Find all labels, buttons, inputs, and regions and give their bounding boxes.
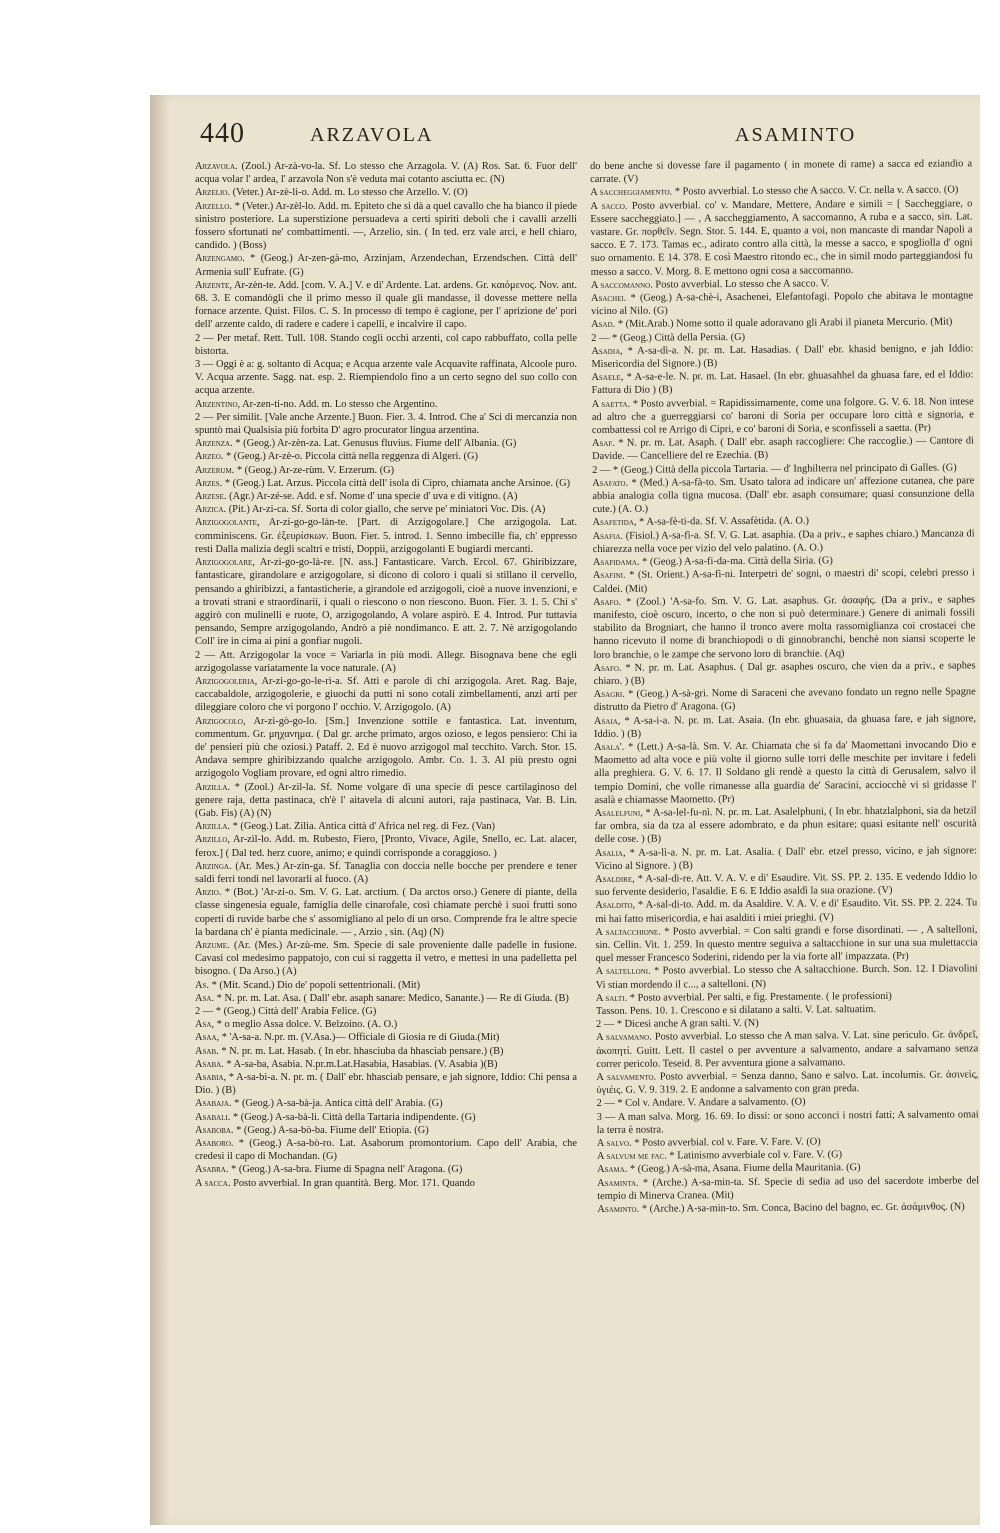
entry-text: * Posto avverbial. col v. Fare. V. Fare. V. (O) bbox=[634, 1136, 821, 1149]
entry-text: 2 — Per similit. [Vale anche Arzente.] Buon. Fier. 3. 4. Introd. Che a' Sci di mercanzia non spuntò mai Qualsisia più forbita D' agro procurator lingua arzentina. bbox=[195, 411, 577, 437]
dictionary-entry bbox=[195, 886, 577, 939]
entry-headword: Arzelio. bbox=[195, 187, 230, 199]
dictionary-entry bbox=[591, 316, 973, 332]
dictionary-entry bbox=[195, 1163, 577, 1176]
entry-text: * (Geog.) A-sa-bò-ro. Lat. Asaborum promontorium. Capo dell' Arabia, che credesi il capo di Mochandan. (G) bbox=[195, 1138, 577, 1163]
entry-text: Ar-zen-ti-no. Add. m. Lo stesso che Argentino. bbox=[242, 398, 438, 410]
entry-headword: Asaf. bbox=[591, 438, 615, 450]
entry-headword: Asafia. bbox=[592, 530, 624, 542]
entry-text: Posto avverbial. In gran quantità. Berg. Mor. 171. Quando bbox=[233, 1177, 476, 1189]
dictionary-entry bbox=[195, 675, 577, 715]
entry-text: * (Veter.) Ar-zèl-lo. Add. m. Epiteto che si dà a quel cavallo che ha bianco il piede sinistro posteriore. La superstizione persuadeva a certi spiriti deboli che i cavalli arzelli fossero sfortunati ne' combattimenti. —, Arzelio, sin. ( In ted. erz vale arci, e hell chiaro, candido. ) (Boss) bbox=[195, 200, 577, 252]
entry-headword: As. bbox=[195, 979, 209, 991]
entry-text: * (Geog.) Lat. Arzus. Piccola città dell' isola di Cipro, chiamata anche Arsinoe. (G) bbox=[224, 477, 571, 489]
entry-headword: Asaia, bbox=[593, 715, 621, 727]
dictionary-entry bbox=[195, 1124, 577, 1137]
dictionary-entry bbox=[595, 844, 977, 873]
entry-headword: A salvamento. bbox=[596, 1071, 657, 1083]
dictionary-entry bbox=[195, 503, 577, 516]
dictionary-entry bbox=[195, 437, 577, 450]
dictionary-entry bbox=[195, 1177, 577, 1190]
entry-text: 2 — Att. Arzigogolar la voce = Variarla in più modi. Allegr. Bisognava bene che egli arzigogolasse variatamente la voce naturale. (A) bbox=[195, 649, 577, 674]
dictionary-entry bbox=[594, 712, 976, 741]
entry-text: * (Lett.) A-sa-là. Sm. V. Ar. Chiamata che si fa da' Maomettani invocando Dio e Maometto ad alta voce e più volte il giorno sulle torri delle meschite per invitare i fedeli alla preghiera. G. V. 6. 17. Il Soldano gli rendè a questo la città di Gerusalem, salvo il tempio Domini, che volle rimanesse alla guardia de' Saracini, acciocchè vi si gridasse l' asalà e chiamasse Maometto. (Pr) bbox=[594, 739, 977, 806]
entry-text: 2 — * Dicesi anche A gran salti. V. (N) bbox=[595, 1018, 759, 1031]
entry-text: 2 — Per metaf. Rett. Tull. 108. Stando cogli occhi arzenti, col capo rabbuffato, colla pelle bistorta. bbox=[195, 332, 577, 357]
dictionary-entry bbox=[195, 200, 577, 253]
entry-headword: Arzillo, bbox=[195, 834, 230, 846]
entry-text: * (St. Orient.) A-sa-fì-ni. Interpetri de' sogni, o maestri di' scopi, celebri presso i Caldei. (Mit) bbox=[592, 567, 975, 595]
entry-headword: Arzigogoleria, bbox=[195, 675, 258, 687]
dictionary-entry bbox=[195, 279, 577, 332]
entry-text: Ar-zèn-te. Add. [com. V. A.] V. e di' Ardente. Lat. ardens. Gr. καιόμενος. Nov. ant. 68. 3. E comandògli che il primo messo il quale gli mandasse, il dovesse mettere nella fornace arzente. Quist. Filos. C. S. In processo di tempo è cagione, per l' aprizione de' pori dell' arzente caldo, di radere e cadere i capelli, e incalvire il capo. bbox=[195, 279, 577, 331]
entry-text: * A-sal-di-re. Att. V. A. V. e di' Esaudire. Vit. SS. PP. 2. 135. E vedendo Iddio lo suo fervente desiderio, l'asaldie. E 6. E Iddio asaldì la sua orazione. (V) bbox=[595, 871, 978, 899]
entry-text: Ar-zi-go-go-là-re. [N. ass.] Fantasticare. Varch. Ercol. 67. Ghiribizzare, fantasticare, girandolare e arzigogolare, si dicono di coloro i quali si stillano il cervello, pensando a ghiribizzi, a fantasticherie, a girandole ed arzigogoli, cioè a nuove invenzioni, e a trovati strani e straordinarii, i quali o riescono o non riescono. Buon. Fier. 3. 1. 5. Chi s' aggirò con mulinelli e ruote, O, arzigogolando, A volare aspirò. E 4. Introd. Pur tuttavia pensando, Sempre arzigogolando, Andrò a piè nondimanco. E att. 2. 7. Nè arzigogolando Coll' ire in cima ai pini a gonfiar nugoli. bbox=[195, 557, 577, 648]
entry-headword: A salti. bbox=[595, 992, 628, 1004]
entry-headword: Asafo. bbox=[593, 662, 622, 674]
entry-headword: Asabali. bbox=[195, 1111, 231, 1123]
dictionary-entry bbox=[195, 186, 577, 199]
dictionary-entry bbox=[195, 332, 577, 358]
entry-text: * A-sa-lel-fu-nì. N. pr. m. Lat. Asalelphuni, ( In ebr. hhatzlalphoni, sia da hetzil far ombra, sia da tza al essere adombrato, e da phun esitare; quasi esitante nell' oscurità delle cose. ) (B) bbox=[594, 805, 977, 846]
entry-headword: Asama. bbox=[597, 1164, 628, 1176]
entry-text: 3 — Oggi è a: g. soltanto di Acqua; e Acqua arzente vale Acquavite raffinata, Alcoole puro. V. Acqua arzente. Sagg. nat. esp. 2. Riempiendolo fino a un certo segno del suo collo con acqua arzente. bbox=[195, 359, 577, 397]
entry-headword: Asala'. bbox=[594, 741, 625, 753]
dictionary-entry bbox=[592, 395, 974, 437]
entry-text: Posto avverbial. Lo stesso che A man salva. V. Lat. sine periculo. Gr. ἀνδρεῖ, ἀκοπητί. Guitt. Lett. Il castel o per avventure a salvamento, andare a salvamano senza correr pericolo. Teseid. 8. Per avventura gione a salvamano. bbox=[596, 1029, 979, 1070]
entry-headword: Arzavola. bbox=[195, 161, 238, 172]
dictionary-entry bbox=[195, 411, 577, 437]
entry-headword: Asafato. bbox=[592, 477, 629, 489]
entry-text: * (Geog.) A-sà-gri. Nome di Saraceni che avevano fondato un regno nelle Spagne distrutto da Pietro d' Aragona. (G) bbox=[593, 686, 976, 714]
entry-text: * (Geog.) Ar-zè-o. Piccola città nella reggenza di Algeri. (G) bbox=[226, 451, 478, 463]
dictionary-entry bbox=[592, 435, 974, 464]
entry-text: * A-sal-di-to. Add. m. da Asaldire. V. A. V. e di' Esaudito. Vit. SS. PP. 2. 224. Tu mi hai fatto misericordia, e hai asalditi i miei prieghi. (V) bbox=[595, 897, 978, 925]
dictionary-entry bbox=[596, 963, 978, 992]
entry-text: * (Mit.Arab.) Nome sotto il quale adoravano gli Arabi il pianeta Mercurio. (Mit) bbox=[617, 316, 953, 331]
dictionary-entry bbox=[595, 804, 977, 846]
dictionary-entry bbox=[195, 1005, 577, 1018]
dictionary-entry bbox=[195, 820, 577, 833]
gutter-shadow bbox=[150, 95, 170, 1525]
dictionary-entry bbox=[195, 649, 577, 675]
entry-text: Ar-zi-gò-go-lo. [Sm.] Invenzione sottile e fantastica. Lat. inventum, commentum. Gr. μηχανημα. ( Dal gr. arche primato, argos ozioso, e legos pensiero: Chi ia de' pensieri più che oziosi.) Pataff. 2. Ed è nuovo arzigogol mal tecchito. Varch. Stor. 15. Andava sempre ghiribizzando qualche arzigogolo. Ambr. Co. 1. 3. Al più presto ogni arzigogolo Vogliam provare, ed ogni altro rimedio. bbox=[195, 715, 577, 780]
entry-headword: Asab. bbox=[195, 1045, 219, 1057]
entry-text: * A-sa-fè-ti-da. Sf. V. Assafètida. (A. O.) bbox=[639, 515, 809, 529]
entry-text: * (Arche.) A-sa-min-ta. Sf. Specie di sedia ad uso del sacerdote imberbe del tempio di Minerva Cranea. (Mit) bbox=[597, 1174, 980, 1202]
entry-text: * Posto avverbial. Lo stesso che A saltacchione. Burch. Son. 12. I Diavolini Vi stian mordendo il c..., a saltelloni. (N) bbox=[595, 963, 978, 991]
dictionary-entry bbox=[591, 289, 973, 318]
entry-headword: Asabaja. bbox=[195, 1098, 232, 1110]
entry-headword: Asafetida, bbox=[592, 517, 637, 529]
entry-text: (Agr.) Ar-zé-se. Add. e sf. Nome d' una specie d' uva e di vitigno. (A) bbox=[229, 491, 518, 503]
entry-headword: Arzenza. bbox=[195, 438, 233, 450]
entry-headword: Asaboro. bbox=[195, 1138, 234, 1150]
dictionary-entry bbox=[195, 398, 577, 411]
entry-text: * 'A-sa-a. N.pr. m. (V.Asa.)— Officiale di Giosia re di Giuda.(Mit) bbox=[221, 1032, 500, 1044]
entry-text: Posto avverbial. Lo stesso che A sacco. V. bbox=[655, 278, 830, 291]
entry-headword: Arzengamo. bbox=[195, 253, 245, 265]
dictionary-entry bbox=[195, 160, 577, 186]
entry-text: (Ar. (Mes.) Ar-zù-me. Sm. Specie di sale proveniente dalle padelle in fusione. Cavasi col medesimo pappatojo, con cui si raggetta il vetro, e mettesi in una padelletta pel bisogno. ( Da Arso.) (A) bbox=[195, 939, 577, 978]
dictionary-entry bbox=[195, 1058, 577, 1071]
dictionary-entry bbox=[590, 157, 972, 186]
entry-headword: A saccheggiamento. bbox=[590, 186, 673, 199]
dictionary-entry bbox=[591, 369, 973, 398]
dictionary-entry bbox=[597, 1200, 979, 1216]
entry-text: (Pit.) Ar-zi-ca. Sf. Sorta di color giallo, che serve pe' miniatori Voc. Dis. (A) bbox=[228, 504, 546, 516]
entry-text: * (Bot.) 'Ar-zi-o. Sm. V. G. Lat. arctium. ( Da arctos orso.) Genere di piante, della classe singenesia eguale, famiglia delle cinarofale, così chiamate perchè i suoi frutti sono coperti di ruvide barbe che s' assomigliano al pelo di un orso. Comprende fra le altre specie la bardana ch' è pianta medicinale. — , Arzio , sin. (Aq) (N) bbox=[195, 887, 577, 938]
entry-headword: Arzigogolante, bbox=[195, 517, 260, 529]
entry-headword: Arzinga. bbox=[195, 860, 232, 872]
entry-headword: Arzilla. bbox=[195, 821, 230, 833]
entry-text: * (Geog.) A-sa-chè-i, Asachenei, Elefantofagi. Popolo che abitava le montagne vicino al Nilo. (G) bbox=[591, 290, 973, 318]
entry-headword: Asaba. bbox=[195, 1058, 224, 1070]
entry-headword: Asalelfuni, bbox=[594, 807, 643, 819]
dictionary-entry bbox=[195, 490, 577, 503]
entry-headword: Asafo. bbox=[593, 596, 622, 608]
left-column bbox=[195, 160, 577, 1515]
entry-headword: Asafini. bbox=[592, 570, 626, 582]
running-head-left: ARZAVOLA bbox=[310, 124, 434, 146]
dictionary-entry bbox=[195, 252, 577, 278]
entry-text: * (Geog.) A-sa-fi-da-ma. Città della Siria. (G) bbox=[642, 555, 833, 568]
entry-text: (Fisiol.) A-sa-fì-a. Sf. V. G. Lat. asaphia. (Da a priv., e saphes chiaro.) Mancanza di chiarezza nella voce per vizio del velo palatino. (A. O.) bbox=[592, 528, 975, 555]
entry-text: * (Med.) A-sa-fà-to. Sm. Usato talora ad indicare un' affezione cutanea, che pare abbia analogia colla tigna mucosa. (Dall' ebr. asaph consumare; quasi consunzione della cute.) (A. O.) bbox=[592, 475, 975, 516]
dictionary-entry bbox=[594, 738, 976, 807]
right-column bbox=[590, 157, 981, 1515]
dictionary-entry bbox=[591, 342, 973, 371]
entry-text: * (Geog.) Ar-zen-gà-mo, Arzinjam, Arzendechan, Erzendschen. Città dell' Armenia sull' Eufrate. (G) bbox=[195, 253, 577, 278]
dictionary-entry bbox=[195, 715, 577, 781]
entry-text: * Latinismo avverbiale col v. Fare. V. (G) bbox=[669, 1149, 843, 1162]
dictionary-entry bbox=[195, 1137, 577, 1163]
entry-text: 3 — A man salva. Morg. 16. 69. Io dissi: or sono acconci i nostri fatti; A salvamento omai la terra è nostra. bbox=[596, 1108, 979, 1136]
entry-text: * Posto avverbial. = Con salti grandi e forse disordinati. — , A saltelloni, sin. Cellin. Vit. 1. 259. In questo mentre seguiva a saltacchione in sur una sua mulettaccia quel messer Francesco Soderini, ridendo per la via forte all' impazzata. (Pr) bbox=[595, 924, 978, 965]
dictionary-entry bbox=[195, 979, 577, 992]
dictionary-entry bbox=[195, 516, 577, 556]
entry-headword: Asaminta. bbox=[597, 1177, 639, 1189]
dictionary-entry bbox=[195, 1111, 577, 1124]
dictionary-entry bbox=[195, 450, 577, 463]
entry-text: * N. pr. m. Lat. Asa. ( Dall' ebr. asaph sanare: Medico, Sanante.) — Re di Giuda. (B) bbox=[216, 992, 569, 1004]
dictionary-entry bbox=[195, 1097, 577, 1110]
entry-headword: Arzigogolare, bbox=[195, 557, 255, 569]
dictionary-entry bbox=[195, 556, 577, 648]
dictionary-entry bbox=[195, 833, 577, 859]
entry-text: 2 — * (Geog.) Città dell' Arabia Felice. (G) bbox=[195, 1006, 377, 1017]
entry-text: * N. pr. m. Lat. Asaphus. ( Dal gr. asaphes oscuro, che vien da a priv., e saphes chiaro. ) (B) bbox=[593, 660, 976, 687]
entry-headword: A saltacchione. bbox=[595, 926, 661, 938]
dictionary-entry bbox=[195, 860, 577, 886]
entry-headword: Asabra. bbox=[195, 1164, 229, 1176]
dictionary-entry bbox=[597, 1174, 979, 1203]
entry-text: * A-sa-i-a. N. pr. m. Lat. Asaia. (In ebr. ghuasaia, da ghuasa fare, e jah signore, Iddio. ) (B) bbox=[593, 712, 976, 740]
entry-text: * (Mit. Scand.) Dio de' popoli settentrionali. (Mit) bbox=[211, 979, 421, 991]
entry-text: (Zool.) Ar-zà-vo-la. Sf. Lo stesso che Arzagola. V. (A) Ros. Sat. 6. Fuor dell' acqua volar l' ardea, l' arzavola Non s'è veduta mai cotanto asciutta ec. (N) bbox=[195, 161, 577, 186]
entry-text: Posto avverbial. = Senza danno, Sano e salvo. Lat. incolumis. Gr. ἀσινεὶς, ὑγιέις. G. V. 9. 319. 2. E andonne a salvamento con gran preda. bbox=[596, 1069, 979, 1097]
entry-headword: Arzume. bbox=[195, 939, 230, 951]
entry-headword: A salvamano. bbox=[596, 1031, 652, 1044]
dictionary-entry bbox=[595, 870, 977, 899]
entry-headword: Arzio. bbox=[195, 887, 222, 899]
entry-text: * (Geog.) A-sà-ma, Asana. Fiume della Mauritania. (G) bbox=[629, 1162, 861, 1176]
entry-text: * Posto avverbial. Lo stesso che A sacco. V. Cr. nella v. A sacco. (O) bbox=[674, 184, 959, 198]
entry-text: Posto avverbial. co' v. Mandare, Mettere, Andare e simili = [ Saccheggiare, o Essere saccheggiato.] — , A saccheggiamento, A saccomanno, A ruba e a sacco, sin. Lat. vastare. Gr. πορθεῖν. Segn. Stor. 5. 144. E, quanto a voi, non mancaste di mandar Napoli a sacco. E 7. 173. Tamas ec., adirato contro alla città, la messe a sacco, e spogliolla d' ogni suo ornamento. E 14. 378. E così Maestro ritondo ec., che in simil modo parteggiandosi fu messo a sacco. V. Morg. 8. E mettono ogni cosa a saccomanno. bbox=[590, 197, 973, 278]
entry-headword: A sacco. bbox=[590, 200, 628, 212]
entry-text: do bene anche si dovesse fare il pagamento ( in monete di rame) a sacca ed eziandio a carrate. (V) bbox=[590, 158, 973, 186]
entry-headword: Asagri. bbox=[593, 688, 625, 701]
entry-text: (Veter.) Ar-zè-li-o. Add. m. Lo stesso che Arzello. V. (O) bbox=[232, 187, 468, 199]
dictionary-entry bbox=[195, 1031, 577, 1044]
dictionary-entry bbox=[594, 659, 976, 688]
entry-text: * (Geog.) Ar-zèn-za. Lat. Genusus fluvius. Fiume dell' Albania. (G) bbox=[235, 438, 517, 450]
entry-headword: Arzilla. bbox=[195, 781, 230, 793]
dictionary-entry bbox=[593, 593, 975, 662]
entry-text: 2 — * Col v. Andare. V. Andare a salvamento. (O) bbox=[596, 1096, 806, 1110]
entry-headword: A salvo. bbox=[596, 1137, 632, 1150]
dictionary-entry bbox=[195, 992, 577, 1005]
entry-text: * A-sa-e-le. N. pr. m. Lat. Hasael. (In ebr. ghuasahhel da ghuasa fare, ed el Iddio: Fattura di Dio ) (B) bbox=[591, 369, 974, 397]
entry-text: Ar-zi-go-go-làn-te. [Part. di Arzigogolare.] Che arzigogola. Lat. comminiscens. Gr. ἐξευρίσκων. Buon. Fier. 5. introd. 1. Senno imbecille fia, ch' eppresso resti Dalla malizia degli scaltri e tristi, Doppii, arzigogolanti E bugiardi mercanti. bbox=[195, 517, 577, 555]
entry-headword: Arzentino, bbox=[195, 398, 241, 410]
dictionary-entry bbox=[594, 685, 976, 714]
dictionary-entry bbox=[595, 923, 977, 965]
entry-headword: A saetta. bbox=[591, 398, 631, 410]
entry-headword: A salvum me fac. bbox=[596, 1150, 667, 1163]
entry-headword: Asalia, bbox=[594, 847, 626, 859]
entry-text: * (Zool.) Ar-zil-la. Sf. Nome volgare di una specie di pesce cartilaginoso del genere raja, detta pastinaca, ch'è l' aitavela di alcuni autori, raja pastinaca, Var. B. Lin. (Gab. Fis) (A) (N) bbox=[195, 781, 577, 819]
entry-text: * A-sa-bì-a. N. pr. m. ( Dall' ebr. hhasciab pensare, e jah signore, Iddio: Chi pensa a Dio. ) (B) bbox=[195, 1072, 577, 1097]
entry-headword: Arzica. bbox=[195, 504, 227, 516]
dictionary-entry bbox=[195, 781, 577, 821]
entry-text: * (Geog.) A-sa-bò-ba. Fiume dell' Etiopia. (G) bbox=[236, 1124, 429, 1136]
entry-headword: A saltelloni. bbox=[595, 965, 651, 978]
entry-text: 2 — * (Geog.) Città della Persia. (G) bbox=[591, 331, 746, 344]
entry-headword: A sacca. bbox=[195, 1177, 231, 1189]
dictionary-entry bbox=[195, 1071, 577, 1097]
dictionary-entry bbox=[195, 358, 577, 398]
entry-headword: Asaele, bbox=[591, 372, 624, 384]
entry-headword: Arzese. bbox=[195, 491, 227, 503]
dictionary-entry bbox=[195, 939, 577, 979]
entry-text: (Ar. Mes.) Ar-zìn-ga. Sf. Tanaglia con doccia nelle bocche per prendere e tener saldi ferri tondi nel lavorarli al fuoco. (A) bbox=[195, 860, 577, 885]
entry-headword: Asa, bbox=[195, 1019, 215, 1031]
entry-text: * o meglio Assa dolce. V. Belzoino. (A. O.) bbox=[216, 1019, 398, 1031]
entry-headword: Arzerum. bbox=[195, 464, 235, 476]
entry-headword: Arzente, bbox=[195, 279, 232, 291]
entry-text: * A-sa-dì-a. N. pr. m. Lat. Hasadias. ( Dall' ebr. khasid benigno, e jah Iddio: Misericordia del Signore.) (B) bbox=[591, 343, 974, 371]
entry-headword: A saccomanno. bbox=[590, 279, 653, 291]
entry-headword: Asachei. bbox=[590, 292, 627, 305]
entry-text: * A-sa-ba, Asabia. N.pr.m.Lat.Hasabia, Hasabias. (V. Asabia )(B) bbox=[226, 1058, 498, 1070]
dictionary-entry bbox=[195, 477, 577, 490]
dictionary-entry bbox=[592, 474, 974, 516]
entry-headword: Asaminto. bbox=[597, 1203, 640, 1216]
page-header bbox=[200, 118, 970, 158]
entry-text: * N. pr. m. Lat. Asaph. ( Dall' ebr. asaph raccogliere: Che raccoglie.) — Cantore di Davide. — Cancelliere del re Ezechia. (B) bbox=[592, 435, 975, 463]
dictionary-entry bbox=[593, 527, 975, 556]
entry-headword: Arzes. bbox=[195, 477, 223, 489]
entry-text: Tasson. Pens. 10. 1. Crescono e si dilatano a salti. V. Lat. saltuatim. bbox=[595, 1004, 876, 1017]
entry-headword: Arzigocolo, bbox=[195, 715, 246, 727]
entry-text: * Posto avverbial. = Rapidissimamente, come una folgore. G. V. 6. 18. Non intese ad altro che a guerreggiarsi co' baroni di Soria per occupare loro città e signoria, e combattessi col re Arrigo di Cipri, e co' baroni di Soria, e sconfisseli a saetta. (Pr) bbox=[591, 395, 974, 437]
entry-text: * A-sa-lì-a. N. pr. m. Lat. Asalia. ( Dall' ebr. etzel presso, vicino, e jah signore: Vicino al Signore. ) (B) bbox=[594, 844, 977, 872]
entry-text: * (Geog.) Lat. Zilia. Antica città d' Africa nel reg. di Fez. (Van) bbox=[232, 821, 496, 833]
entry-text: * Posto avverbial. Per salti, e fig. Prestamente. ( le professioni) bbox=[629, 990, 892, 1004]
dictionary-entry bbox=[590, 197, 973, 279]
dictionary-entry bbox=[195, 464, 577, 477]
entry-headword: Arzello. bbox=[195, 200, 232, 212]
entry-headword: Asafidama. bbox=[592, 556, 640, 569]
dictionary-entry bbox=[597, 1108, 979, 1137]
entry-headword: Arzeo. bbox=[195, 451, 224, 463]
entry-headword: Asaldito, bbox=[595, 900, 636, 912]
entry-text: 2 — * (Geog.) Città della piccola Tartaria. — d' Inghilterra nel principato di Galles. (G) bbox=[592, 462, 957, 476]
dictionary-entry bbox=[195, 1045, 577, 1058]
entry-headword: Asa. bbox=[195, 992, 215, 1004]
entry-headword: Asaa, bbox=[195, 1032, 220, 1044]
entry-headword: Asaldire, bbox=[594, 873, 635, 885]
entry-text: * (Zool.) 'A-sa-fo. Sm. V. G. Lat. asaphus. Gr. ἀσαφής. (Da a priv., e saphes manifesto, cioè oscuro, incerto, o che non si può determinare.) Genere di animali fossili stabilito da Brogniart, che hanno il tronco avere molta rassomiglianza coi crostacei che hanno ricevuto il nome di branchiopodi o di ginnobranchi, benchè non siansi scoperte le loro branchie, o le zampe che servono loro di branchie. (Aq) bbox=[593, 594, 976, 661]
dictionary-entry bbox=[195, 1018, 577, 1031]
entry-text: * N. pr. m. Lat. Hasab. ( In ebr. hhasciuba da hhasciab pensare.) (B) bbox=[221, 1045, 504, 1057]
entry-headword: Asabia, bbox=[195, 1072, 227, 1084]
entry-text: * (Geog.) A-sa-bà-ja. Antica città dell' Arabia. (G) bbox=[234, 1098, 443, 1110]
running-head-right: ASAMINTO bbox=[735, 124, 857, 146]
dictionary-entry bbox=[595, 897, 977, 926]
dictionary-entry bbox=[593, 567, 975, 596]
entry-headword: Asad. bbox=[591, 319, 616, 331]
entry-text: * (Arche.) A-sa-min-to. Sm. Conca, Bacino del bagno, ec. Gr. ἀσάμινθος. (N) bbox=[641, 1201, 965, 1215]
entry-text: * (Geog.) A-sa-bà-li. Città della Tartaria indipendente. (G) bbox=[233, 1111, 476, 1123]
entry-text: * (Geog.) A-sa-bra. Fiume di Spagna nell' Aragona. (G) bbox=[231, 1164, 463, 1176]
dictionary-entry bbox=[596, 1068, 978, 1097]
entry-text: Ar-zìl-lo. Add. m. Rubesto, Fiero, [Pronto, Vivace, Agile, Snello, ec. Lat. alacer, ferox.] ( Dal ted. herz cuore, animo; e quindi corrisponde a coraggioso. ) bbox=[195, 834, 577, 859]
entry-headword: Asadia, bbox=[591, 345, 623, 357]
entry-headword: Asaboba. bbox=[195, 1124, 234, 1136]
dictionary-entry bbox=[596, 1029, 978, 1071]
entry-text: * (Geog.) Ar-ze-rùm. V. Erzerum. (G) bbox=[236, 464, 395, 476]
page-number: 440 bbox=[200, 118, 245, 149]
entry-text: Ar-zi-go-go-le-rì-a. Sf. Atti e parole di chi arzigogola. Aret. Rag. Baje, caccabaldole, arzigogolerie, e giuochi da putti ni sono cotali zimbellamenti, anzi arti per dileggiare coloro che vi porgono l' occhio. V. Arzigogolo. (A) bbox=[195, 675, 577, 714]
